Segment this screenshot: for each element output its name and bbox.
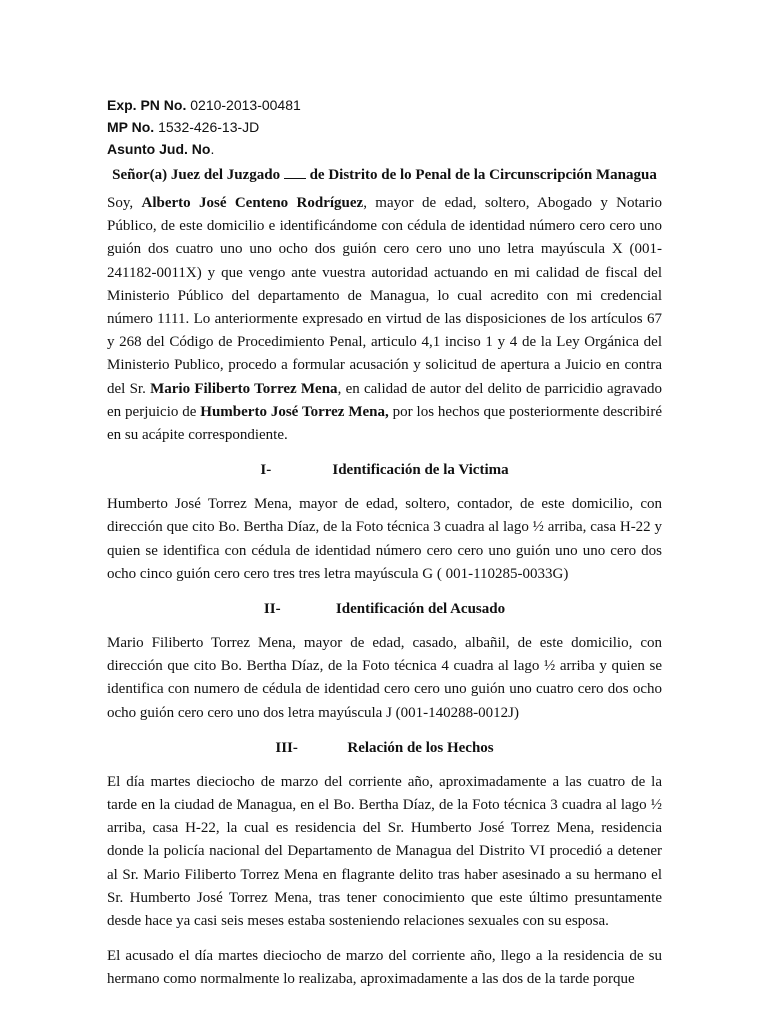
asunto-value: .: [210, 141, 215, 157]
victim-paragraph: Humberto José Torrez Mena, mayor de edad, soltero, contador, de este domicilio, con dirección que cito Bo. Bertha Díaz, de la Foto técnica 3 cuadra al lago ½ arriba, casa H-22 y quien se identifica con cédula de identidad número cero cero uno guión uno uno cero dos ocho cinco guión cero cero tres tres letra mayúscula G ( 001-110285-0033G): [107, 496, 662, 582]
addressee-after: de Distrito de lo Penal de la Circunscripción Managua: [309, 167, 657, 183]
section-number: II-: [263, 601, 281, 618]
intro-paragraph: [107, 192, 662, 447]
intro-text-3: , en calidad de autor del delito de parricidio agravado en perjuicio de: [107, 380, 662, 420]
addressee-blank: [284, 166, 306, 179]
section-title: Relación de los Hechos: [347, 739, 494, 756]
continuation-paragraph: El acusado el día martes dieciocho de marzo del corriente año, llego a la residencia de su hermano como normalmente lo realizaba, aproximadamente a las dos de la tarde porque: [107, 948, 662, 988]
asunto-label: Asunto Jud. No: [107, 141, 211, 157]
exp-label: Exp. PN No.: [107, 97, 187, 113]
prosecutor-name: Alberto José Centeno Rodríguez: [141, 195, 364, 211]
section-heading-victim: [107, 459, 662, 481]
exp-value: 0210-2013-00481: [190, 97, 301, 113]
exp-line: [107, 94, 662, 116]
victim-name: Humberto José Torrez Mena,: [200, 403, 389, 420]
section-title: Identificación del Acusado: [335, 601, 506, 618]
facts-paragraph: El día martes dieciocho de marzo del corriente año, aproximadamente a las cuatro de la tarde en la ciudad de Managua, en el Bo. Bertha Díaz, de la Foto técnica 3 cuadra al lago ½ arriba, casa H-22, la cual es residencia del Sr. Humberto José Torrez Mena, residencia donde la policía nacional del Departamento de Managua del Distrito VI procedió a detener al Sr. Mario Filiberto Torrez Mena en flagrante delito tras haber asesinado a su hermano el Sr. Humberto José Torrez Mena, tras tener conocimiento que este último presuntamente desde hace ya casi seis meses estaba sosteniendo relaciones sexuales con su esposa.: [107, 773, 662, 930]
section-number: III-: [275, 739, 298, 756]
addressee-before: Señor(a) Juez del Juzgado: [112, 167, 281, 183]
mp-line: [107, 116, 662, 138]
intro-text-4: por los hechos que posteriormente describiré en su acápite correspondiente.: [107, 403, 662, 444]
section-title: Identificación de la Victima: [332, 462, 509, 479]
intro-text-1: Soy,: [107, 195, 142, 211]
mp-label: MP No.: [107, 119, 155, 135]
accused-paragraph: Mario Filiberto Torrez Mena, mayor de edad, casado, albañil, de este domicilio, con dirección que cito Bo. Bertha Díaz, de la Foto técnica 4 cuadra al lago ½ arriba y quien se identifica con numero de cédula de identidad cero cero uno guión uno cuatro cero dos ocho ocho guión cero cero uno dos letra mayúscula J (001-140288-0012J): [107, 635, 662, 721]
addressee-line: [107, 166, 662, 184]
accused-name: Mario Filiberto Torrez Mena: [150, 380, 338, 397]
document-page: [107, 94, 662, 1004]
section-heading-facts: [107, 737, 662, 759]
intro-text-2: , mayor de edad, soltero, Abogado y Notario Público, de este domicilio e identificándome con cédula de identidad número cero cero uno guión dos cuatro uno uno ocho dos guión cero cero uno uno letra mayúscula X (001-241182-0011X) y que vengo ante vuestra autoridad actuando en mi calidad de fiscal del Ministerio Público del departamento de Managua, lo cual acredito con mi credencial número 1111. Lo anteriormente expresado en virtud de las disposiciones de los artículos 67 y 268 del Código de Procedimiento Penal, articulo 4,1 inciso 1 y 4 de la Ley Orgánica del Ministerio Publico, procedo a formular acusación y solicitud de apertura a Juicio en contra del Sr.: [107, 195, 663, 397]
asunto-line: [107, 138, 662, 160]
section-number: I-: [260, 462, 272, 479]
mp-value: 1532-426-13-JD: [158, 119, 260, 135]
section-heading-accused: [107, 598, 662, 620]
